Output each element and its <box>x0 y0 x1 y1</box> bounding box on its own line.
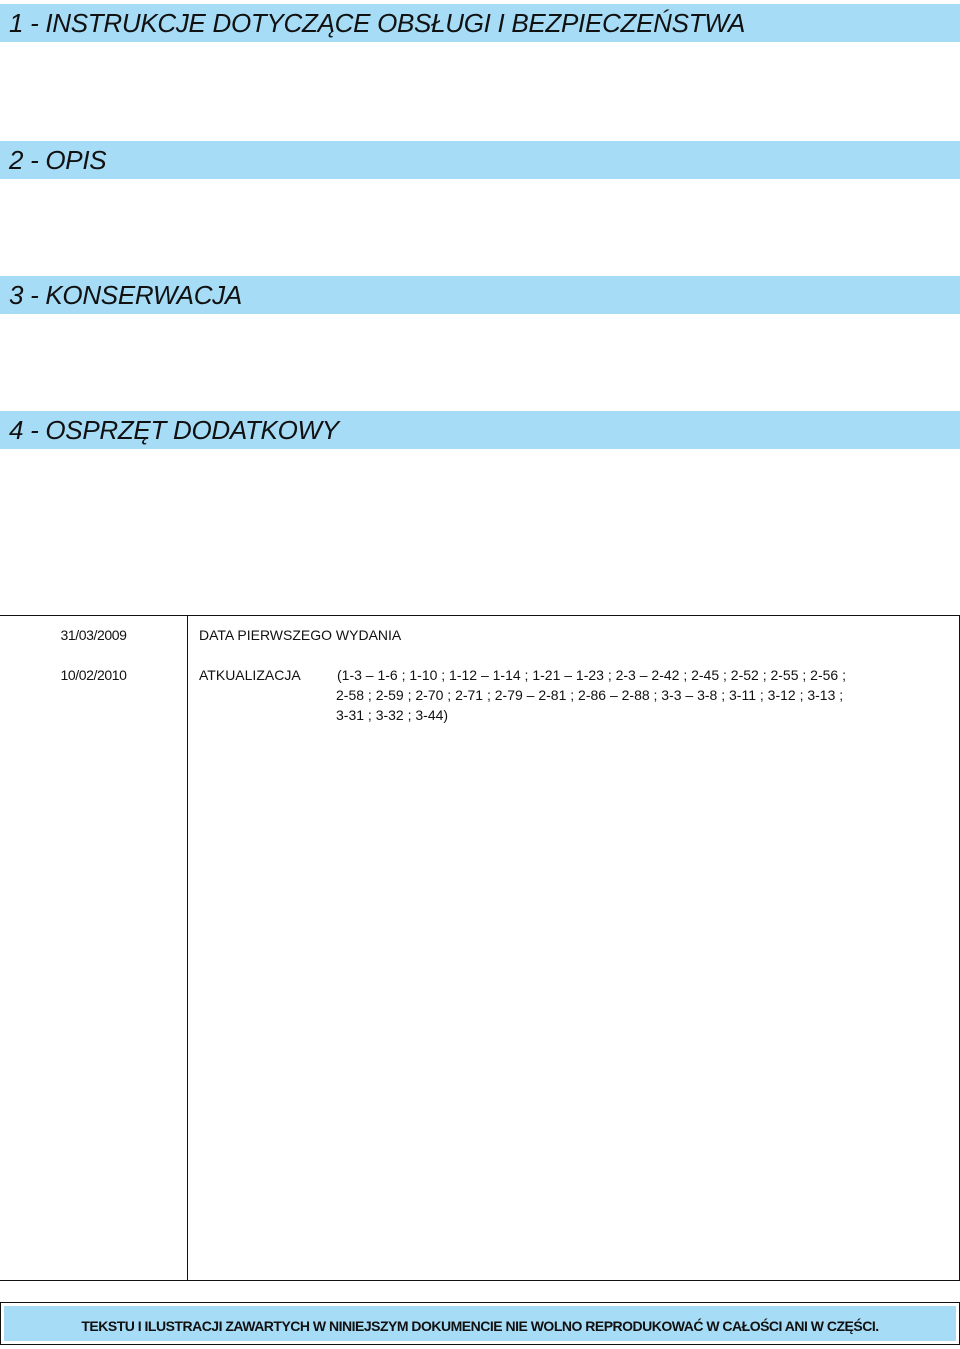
revision-update-line-1: (1-3 – 1-6 ; 1-10 ; 1-12 – 1-14 ; 1-21 – 1-23 ; 2-3 – 2-42 ; 2-45 ; 2-52 ; 2-55 ; 2-56 ; <box>337 667 846 683</box>
section-heading-4-label: 4 - OSPRZĘT DODATKOWY <box>9 414 339 445</box>
section-heading-3-label: 3 - KONSERWACJA <box>9 279 242 310</box>
revision-update-line-2: 2-58 ; 2-59 ; 2-70 ; 2-71 ; 2-79 – 2-81 ; 2-86 – 2-88 ; 3-3 – 3-8 ; 3-11 ; 3-12 ; 3-13 ; <box>336 687 844 703</box>
revision-column-divider <box>187 616 188 1280</box>
revision-table <box>0 615 960 1281</box>
section-heading-4 <box>0 411 960 449</box>
copyright-notice-band <box>4 1306 956 1341</box>
copyright-notice: TEKSTU I ILUSTRACJI ZAWARTYCH W NINIEJSZYM DOKUMENCIE NIE WOLNO REPRODUKOWAĆ W CAŁOŚCI ANI W CZĘŚCI. <box>81 1317 879 1334</box>
revision-text-1: DATA PIERWSZEGO WYDANIA <box>199 627 402 643</box>
section-heading-2 <box>0 141 960 179</box>
revision-update-line-3: 3-31 ; 3-32 ; 3-44) <box>336 707 449 723</box>
copyright-notice-box <box>0 1302 960 1345</box>
revision-update-label: ATKUALIZACJA <box>199 667 301 683</box>
revision-text-2 <box>199 665 846 685</box>
revision-date-1: 31/03/2009 <box>60 627 127 643</box>
section-heading-2-label: 2 - OPIS <box>9 144 107 175</box>
section-heading-3 <box>0 276 960 314</box>
section-heading-1-label: 1 - INSTRUKCJE DOTYCZĄCE OBSŁUGI I BEZPIECZEŃSTWA <box>9 7 746 38</box>
revision-date-2: 10/02/2010 <box>60 667 127 683</box>
section-heading-1 <box>0 4 960 42</box>
